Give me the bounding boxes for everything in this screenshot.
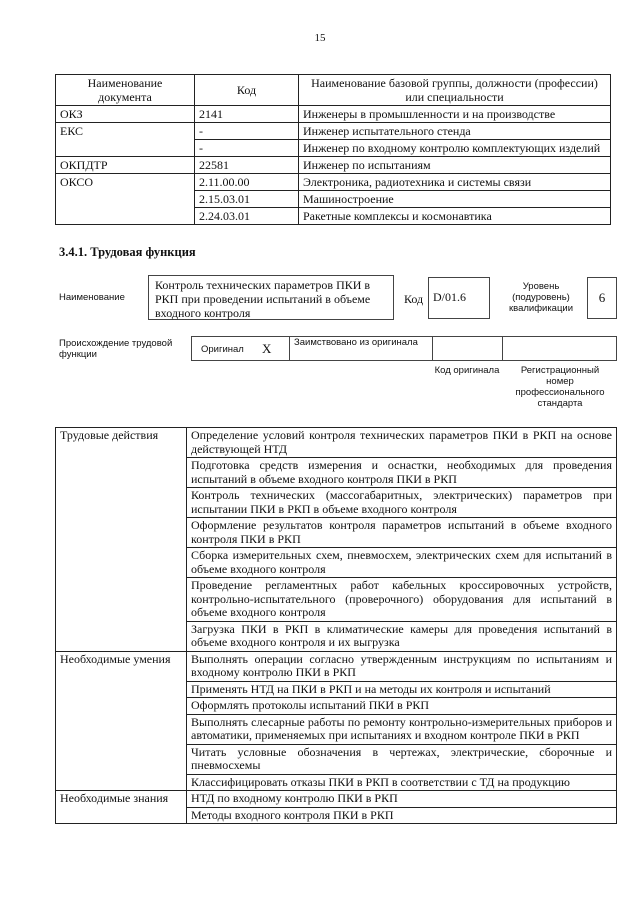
item-text: Применять НТД на ПКИ в РКП и на методы их контроля и испытаний [187, 681, 617, 698]
table-row [56, 714, 617, 744]
table-row [56, 106, 611, 123]
item-text: Определение условий контроля технических параметров ПКИ в РКП на основе действующей НТД [187, 428, 617, 458]
cell-doc: ЕКС [56, 123, 195, 140]
group-label-cont [56, 458, 187, 488]
cell-name: Инженеры в промышленности и на производстве [299, 106, 611, 123]
name-label: Наименование [59, 292, 125, 303]
borrowed-label: Заимствовано из оригинала [294, 337, 418, 348]
cell-name: Машиностроение [299, 191, 611, 208]
item-text: Читать условные обозначения в чертежах, электрические, сборочные и пневмосхемы [187, 744, 617, 774]
item-text: Оформление результатов контроля параметров испытаний в объеме входного контроля ПКИ в РКП [187, 518, 617, 548]
group-label-cont [56, 807, 187, 824]
function-code-box [428, 277, 490, 319]
original-label: Оригинал [201, 344, 244, 355]
table-row [56, 698, 617, 715]
reg-number-label: Регистрационный номер профессионального стандарта [515, 365, 605, 409]
header-code: Код [195, 75, 299, 106]
item-text: Сборка измерительных схем, пневмосхем, электрических схем для испытаний в объеме входного контроля [187, 548, 617, 578]
table-row [56, 140, 611, 157]
item-text: Выполнять операции согласно утвержденным инструкциям по испытаниям и входному контролю ПКИ в РКП [187, 651, 617, 681]
table-row [56, 488, 617, 518]
function-name-value: Контроль технических параметров ПКИ в РКП при проведении испытаний в объеме входного контроля [155, 278, 371, 320]
table-row [56, 774, 617, 791]
table-row [56, 807, 617, 824]
function-code-value: D/01.6 [433, 290, 466, 304]
cell-doc [56, 191, 195, 208]
group-label-cont [56, 621, 187, 651]
cell-name: Инженер по входному контролю комплектующих изделий [299, 140, 611, 157]
table-row [56, 518, 617, 548]
level-label: Уровень (подуровень) квалификации [508, 281, 574, 314]
table-row [56, 791, 617, 808]
divider [502, 336, 503, 361]
classification-table [55, 74, 611, 225]
item-text: Проведение регламентных работ кабельных кроссировочных устройств, контрольно-испытательного (проверочного) оборудования для испытаний в объеме входного контроля [187, 578, 617, 622]
table-row [56, 208, 611, 225]
group-label-cont [56, 488, 187, 518]
header-group-name: Наименование базовой группы, должности (профессии) или специальности [299, 75, 611, 106]
divider [289, 336, 290, 361]
group-label-cont [56, 744, 187, 774]
section-title: 3.4.1. Трудовая функция [59, 245, 196, 259]
cell-doc [56, 208, 195, 225]
origin-label: Происхождение трудовой функции [59, 338, 173, 360]
table-row [56, 157, 611, 174]
cell-name: Ракетные комплексы и космонавтика [299, 208, 611, 225]
table-row [56, 174, 611, 191]
cell-doc: ОКЗ [56, 106, 195, 123]
level-box [587, 277, 617, 319]
item-text: Контроль технических (массогабаритных, электрических) параметров при испытании ПКИ в РКП в объеме входного контроля [187, 488, 617, 518]
cell-code: 22581 [195, 157, 299, 174]
original-mark: X [262, 341, 272, 356]
item-text: Загрузка ПКИ в РКП в климатические камеры для проведения испытаний в объеме входного контроля и их выгрузка [187, 621, 617, 651]
level-value: 6 [598, 290, 606, 305]
table-row [56, 458, 617, 488]
table-row [56, 621, 617, 651]
table-row [56, 548, 617, 578]
page-number: 15 [314, 32, 326, 44]
item-text: Выполнять слесарные работы по ремонту контрольно-измерительных приборов и автоматики, применяемых при испытаниях и входном контроле ПКИ в РКП [187, 714, 617, 744]
group-label-cont [56, 548, 187, 578]
cell-doc [56, 140, 195, 157]
item-text: Методы входного контроля ПКИ в РКП [187, 807, 617, 824]
table-row [56, 744, 617, 774]
table-row [56, 651, 617, 681]
group-label: Необходимые знания [56, 791, 187, 808]
cell-code: - [195, 123, 299, 140]
group-label-cont [56, 518, 187, 548]
cell-code: 2.15.03.01 [195, 191, 299, 208]
function-details-table [55, 427, 617, 824]
item-text: НТД по входному контролю ПКИ в РКП [187, 791, 617, 808]
function-name-box [148, 275, 394, 320]
table-row [56, 123, 611, 140]
cell-doc: ОКСО [56, 174, 195, 191]
group-label-cont [56, 774, 187, 791]
table-row [56, 578, 617, 622]
code-original-label: Код оригинала [434, 365, 500, 376]
group-label-cont [56, 681, 187, 698]
cell-name: Инженер по испытаниям [299, 157, 611, 174]
cell-name: Инженер испытательного стенда [299, 123, 611, 140]
cell-name: Электроника, радиотехника и системы связи [299, 174, 611, 191]
item-text: Оформлять протоколы испытаний ПКИ в РКП [187, 698, 617, 715]
header-document: Наименование документа [56, 75, 195, 106]
group-label: Необходимые умения [56, 651, 187, 681]
cell-code: - [195, 140, 299, 157]
code-label: Код [404, 292, 424, 306]
group-label-cont [56, 578, 187, 622]
table-row [56, 191, 611, 208]
group-label: Трудовые действия [56, 428, 187, 458]
cell-code: 2141 [195, 106, 299, 123]
cell-doc: ОКПДТР [56, 157, 195, 174]
group-label-cont [56, 714, 187, 744]
divider [432, 336, 433, 361]
cell-code: 2.11.00.00 [195, 174, 299, 191]
item-text: Подготовка средств измерения и оснастки, необходимых для проведения испытаний в объеме входного контроля ПКИ в РКП [187, 458, 617, 488]
cell-code: 2.24.03.01 [195, 208, 299, 225]
table-row [56, 428, 617, 458]
item-text: Классифицировать отказы ПКИ в РКП в соответствии с ТД на продукцию [187, 774, 617, 791]
table-row [56, 681, 617, 698]
table-header-row [56, 75, 611, 106]
group-label-cont [56, 698, 187, 715]
